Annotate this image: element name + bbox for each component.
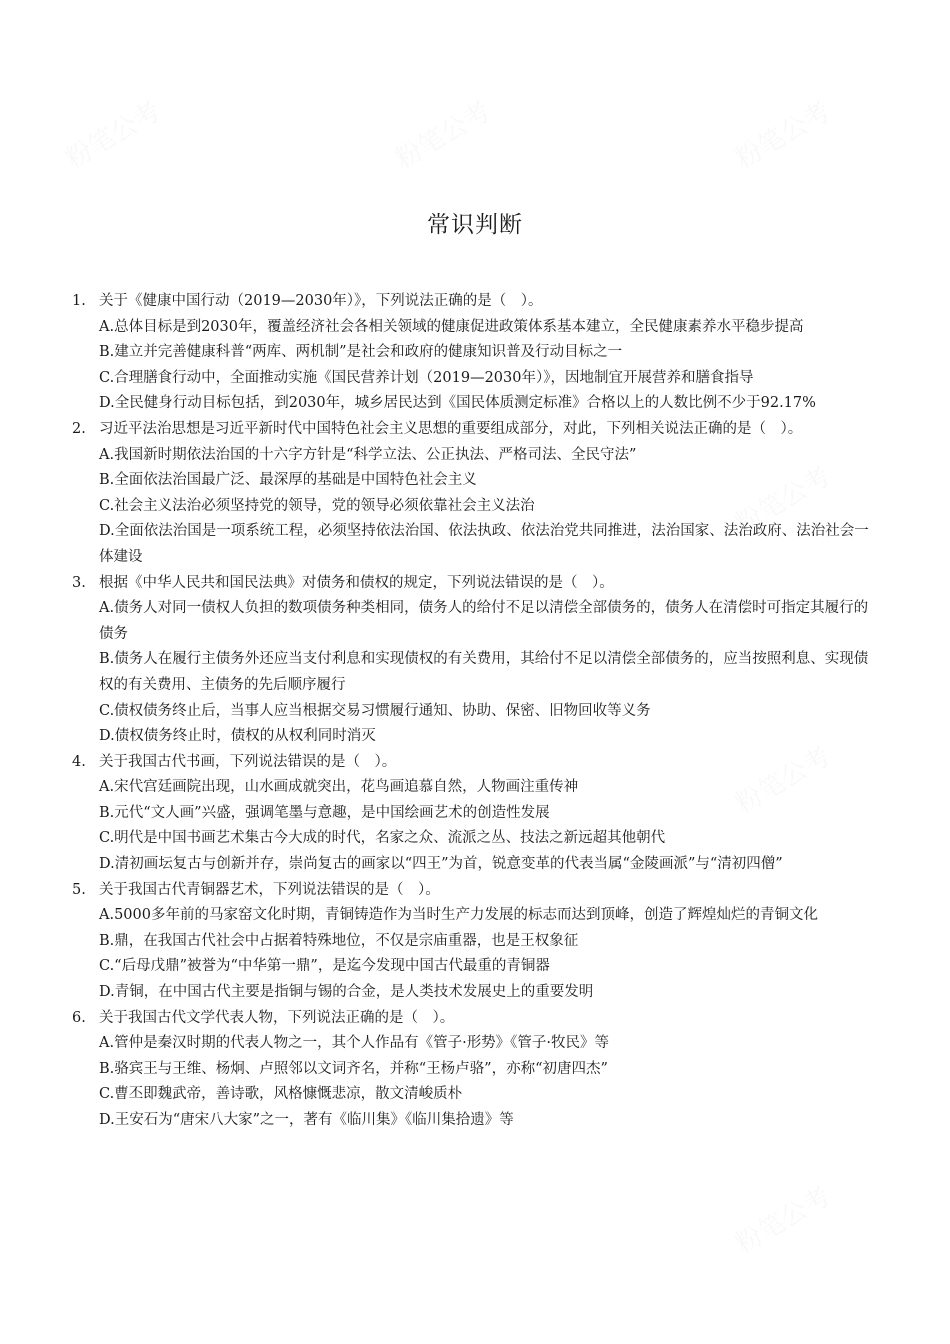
question-stem: [72, 878, 872, 904]
option-c: C.明代是中国书画艺术集古今大成的时代，名家之众、流派之丛、技法之新远超其他朝代: [99, 830, 666, 847]
watermark: 粉笔公考: [730, 741, 836, 820]
question-1: [72, 289, 872, 417]
option-a: A.总体目标是到2030年，覆盖经济社会各相关领域的健康促进政策体系基本建立，全民健康素养水平稳步提高: [99, 318, 804, 335]
option-b: B.骆宾王与王维、杨炯、卢照邻以文词齐名，并称“王杨卢骆”，亦称“初唐四杰”: [99, 1060, 608, 1077]
page-title: 常识判断: [427, 212, 523, 238]
option-c: C.“后母戊鼎”被誉为“中华第一鼎”，是迄今发现中国古代最重的青铜器: [99, 958, 550, 975]
option-b: B.鼎，在我国古代社会中占据着特殊地位，不仅是宗庙重器，也是王权象征: [99, 932, 579, 949]
option-b: B.债务人在履行主债务外还应当支付利息和实现债权的有关费用，其给付不足以清偿全部债务的，应当按照利息、实现债权的有关费用、主债务的先后顺序履行: [99, 651, 869, 693]
question-text: 关于《健康中国行动（2019—2030年）》，下列说法正确的是（ ）。: [99, 293, 543, 309]
option-c: C.债权债务终止后，当事人应当根据交易习惯履行通知、协助、保密、旧物回收等义务: [99, 702, 651, 719]
question-2: [72, 417, 872, 571]
option-a: A.5000多年前的马家窑文化时期，青铜铸造作为当时生产力发展的标志而达到顶峰，创造了辉煌灿烂的青铜文化: [99, 907, 818, 924]
question-stem: [72, 289, 872, 315]
question-number: 2.: [72, 420, 86, 437]
option-c: C.社会主义法治必须坚持党的领导，党的领导必须依靠社会主义法治: [99, 497, 535, 514]
watermark: 粉笔公考: [390, 96, 496, 175]
question-text: 关于我国古代书画，下列说法错误的是（ ）。: [99, 753, 397, 770]
question-5: [72, 878, 872, 1006]
question-text: 关于我国古代青铜器艺术，下列说法错误的是（ ）。: [99, 881, 440, 898]
option-a: A.我国新时期依法治国的十六字方针是“科学立法、公正执法、严格司法、全民守法”: [99, 446, 637, 463]
option-c: C.曹丕即魏武帝，善诗歌，风格慷慨悲凉，散文清峻质朴: [99, 1086, 463, 1103]
option-a: A.管仲是秦汉时期的代表人物之一，其个人作品有《管子·形势》《管子·牧民》等: [99, 1035, 610, 1052]
question-stem: [72, 1006, 872, 1032]
question-stem: [72, 571, 872, 597]
option-d: D.清初画坛复古与创新并存，崇尚复古的画家以“四王”为首，锐意变革的代表当属“金陵画派”与“清初四僧”: [99, 856, 783, 873]
question-number: 5.: [72, 881, 86, 898]
watermark: 粉笔公考: [60, 96, 166, 175]
question-text: 关于我国古代文学代表人物，下列说法正确的是（ ）。: [99, 1009, 455, 1026]
question-text: 根据《中华人民共和国民法典》对债务和债权的规定，下列说法错误的是（ ）。: [99, 574, 614, 591]
option-b: B.全面依法治国最广泛、最深厚的基础是中国特色社会主义: [99, 472, 477, 489]
option-b: B.元代“文人画”兴盛，强调笔墨与意趣，是中国绘画艺术的创造性发展: [99, 804, 550, 821]
question-number: 4.: [72, 753, 86, 770]
question-text: 习近平法治思想是习近平新时代中国特色社会主义思想的重要组成部分，对此，下列相关说法正确的是（ ）。: [99, 420, 803, 437]
question-4: [72, 750, 872, 878]
question-stem: [72, 417, 872, 443]
question-number: 1.: [72, 293, 86, 309]
watermark: 粉笔公考: [730, 461, 836, 540]
option-d: D.全面依法治国是一项系统工程，必须坚持依法治国、依法执政、依法治党共同推进，法治国家、法治政府、法治社会一体建设: [99, 523, 869, 565]
question-3: [72, 571, 872, 750]
watermark: 粉笔公考: [730, 96, 836, 175]
option-d: D.王安石为“唐宋八大家”之一，著有《临川集》《临川集拾遗》等: [99, 1112, 514, 1128]
question-stem: [72, 750, 872, 776]
option-a: A.债务人对同一债权人负担的数项债务种类相同，债务人的给付不足以清偿全部债务的，债务人在清偿时可指定其履行的债务: [99, 600, 869, 642]
option-a: A.宋代宫廷画院出现，山水画成就突出，花鸟画追慕自然，人物画注重传神: [99, 779, 579, 796]
question-6: [72, 1006, 872, 1134]
option-d: D.全民健身行动目标包括，到2030年，城乡居民达到《国民体质测定标准》合格以上的人数比例不少于92.17%: [99, 395, 816, 412]
option-d: D.青铜，在中国古代主要是指铜与锡的合金，是人类技术发展史上的重要发明: [99, 984, 594, 1001]
question-number: 3.: [72, 574, 86, 591]
watermark: 粉笔公考: [730, 1181, 836, 1260]
option-b: B.建立并完善健康科普“两库、两机制”是社会和政府的健康知识普及行动目标之一: [99, 344, 623, 361]
option-d: D.债权债务终止时，债权的从权利同时消灭: [99, 728, 376, 745]
question-number: 6.: [72, 1009, 86, 1026]
option-c: C.合理膳食行动中，全面推动实施《国民营养计划（2019—2030年）》，因地制宜开展营养和膳食指导: [99, 369, 754, 386]
question-list: [72, 289, 872, 1134]
